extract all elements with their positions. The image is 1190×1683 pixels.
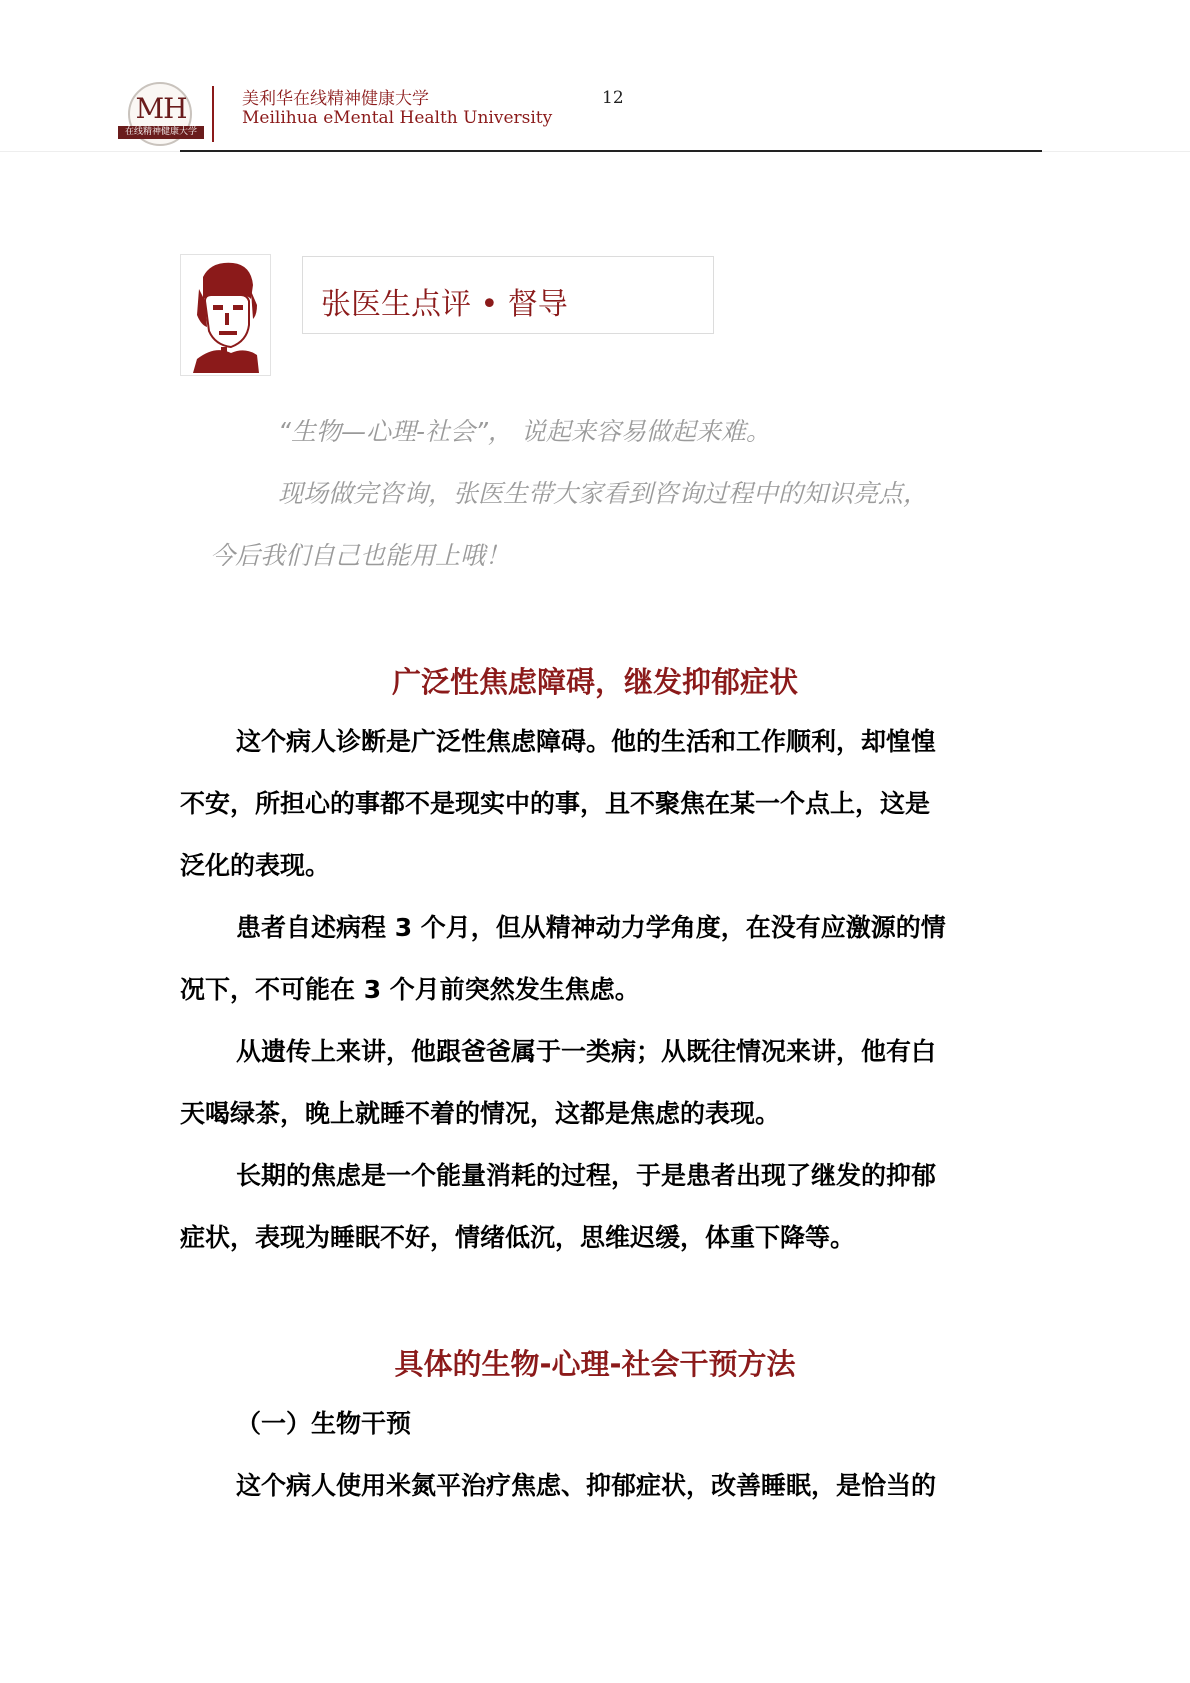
paragraph-line: 不安，所担心的事都不是现实中的事，且不聚焦在某一个点上，这是 [180, 789, 931, 818]
page-number: 12 [602, 88, 624, 108]
quote-line: “生物—心理-社会”， 说起来容易做起来难。 [278, 417, 771, 446]
university-name-en: Meilihua eMental Health University [242, 108, 553, 128]
subheading: （一）生物干预 [236, 1409, 412, 1438]
page-header [0, 0, 1190, 152]
header-divider [212, 86, 214, 142]
paragraph-line: 从遗传上来讲，他跟爸爸属于一类病；从既往情况来讲，他有白 [236, 1037, 937, 1066]
header-rule [180, 150, 1042, 152]
quote-line: 现场做完咨询，张医生带大家看到咨询过程中的知识亮点， [278, 479, 929, 508]
university-name-cn: 美利华在线精神健康大学 [242, 89, 429, 109]
commentary-title: 张医生点评 • 督导 [321, 287, 568, 322]
paragraph-line: 天喝绿茶，晚上就睡不着的情况，这都是焦虑的表现。 [180, 1099, 781, 1128]
doctor-portrait-image [180, 254, 271, 376]
logo-band-text: 在线精神健康大学 [118, 126, 204, 139]
paragraph-line: 这个病人使用米氮平治疗焦虑、抑郁症状，改善睡眠，是恰当的 [236, 1471, 937, 1500]
university-logo [118, 82, 204, 152]
commentary-title-box [302, 256, 714, 334]
quote-line: 今后我们自己也能用上哦！ [210, 541, 511, 570]
logo-letters: MH [135, 92, 187, 125]
paragraph-line: 长期的焦虑是一个能量消耗的过程，于是患者出现了继发的抑郁 [236, 1161, 937, 1190]
portrait-drawing [181, 255, 270, 375]
paragraph-line: 患者自述病程 3 个月，但从精神动力学角度，在没有应激源的情 [236, 913, 946, 942]
paragraph-line: 这个病人诊断是广泛性焦虑障碍。他的生活和工作顺利，却惶惶 [236, 727, 937, 756]
paragraph-line: 况下，不可能在 3 个月前突然发生焦虑。 [180, 975, 640, 1004]
section-title: 具体的生物-心理-社会干预方法 [394, 1347, 796, 1381]
paragraph-line: 泛化的表现。 [180, 851, 331, 880]
paragraph-line: 症状，表现为睡眠不好，情绪低沉，思维迟缓，体重下降等。 [180, 1223, 856, 1252]
section-title: 广泛性焦虑障碍，继发抑郁症状 [391, 665, 798, 699]
